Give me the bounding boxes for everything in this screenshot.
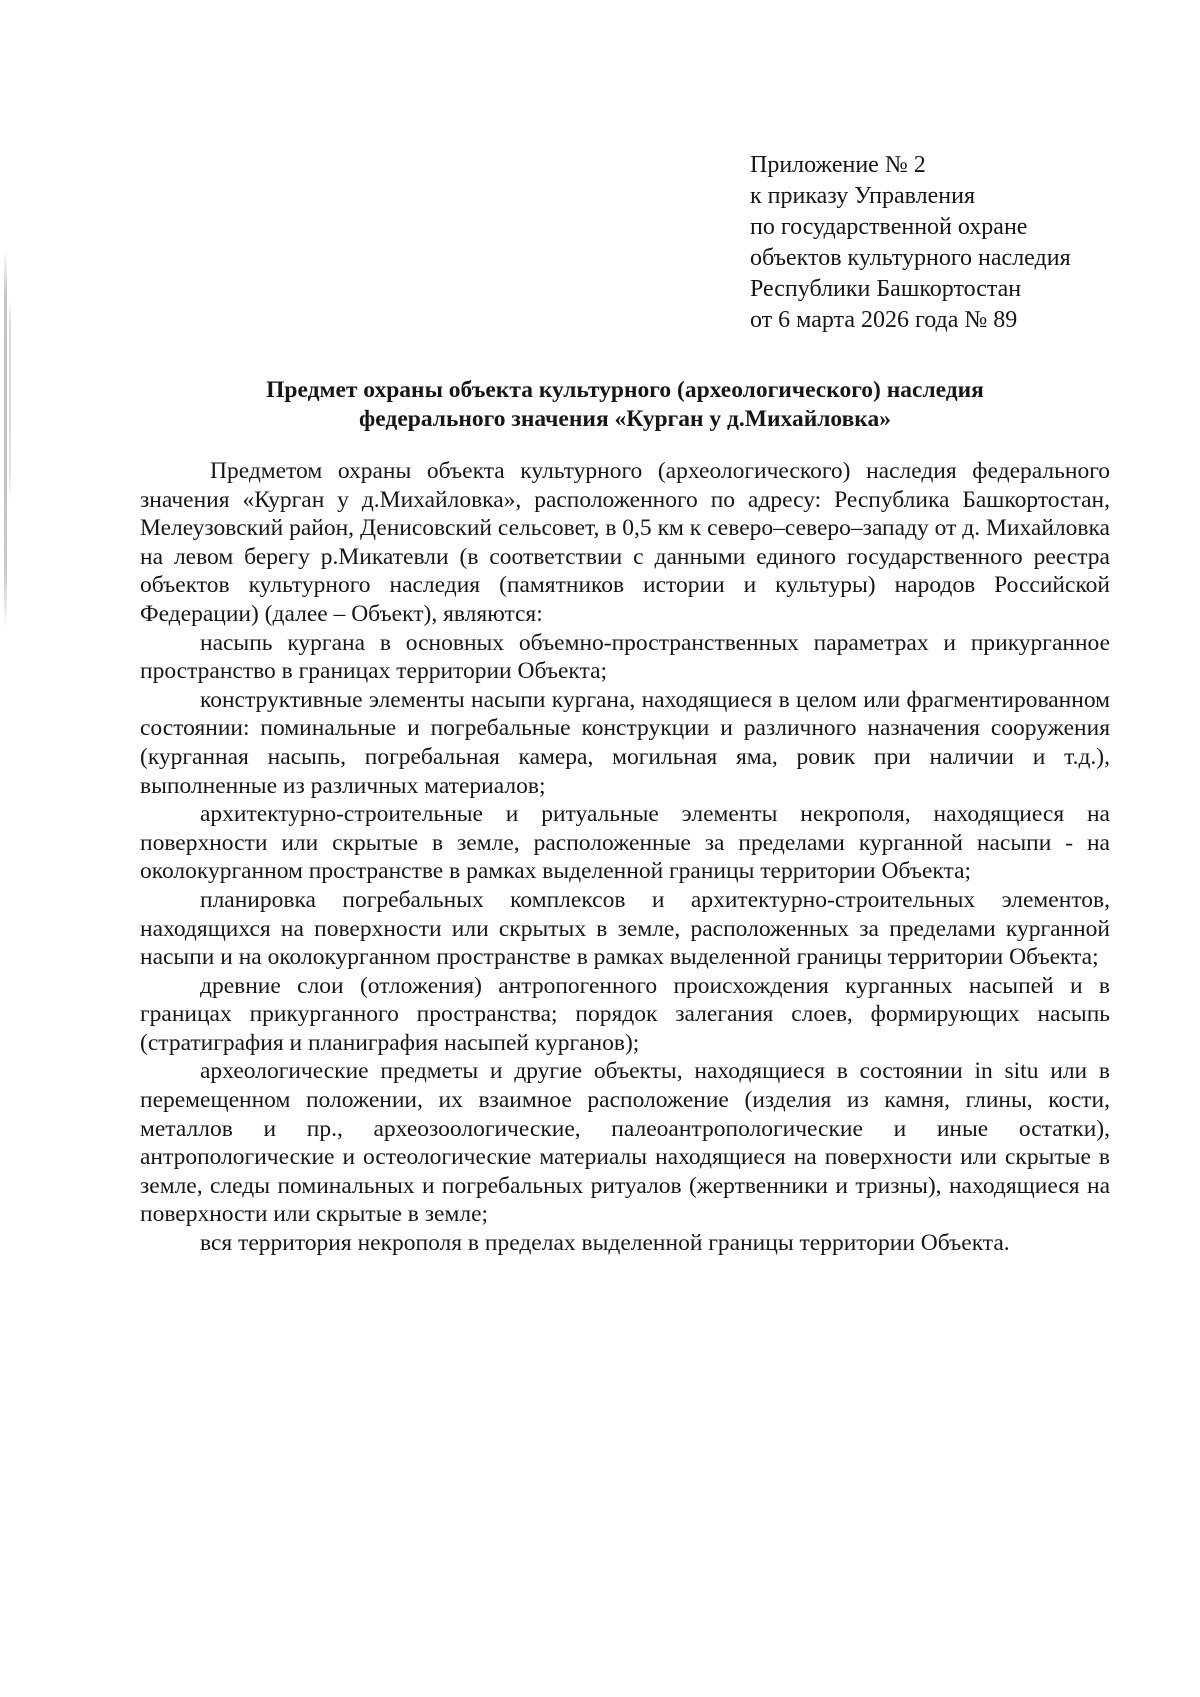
list-paragraph: археологические предметы и другие объекты, находящиеся в состоянии in situ или в перемещенном положении, их взаимное расположение (изделия из камня, глины, кости, металлов и пр., археозоологические, палеоантропологические и иные остатки), антропологические и остеологические материалы находящиеся на поверхности или скрытые в земле, следы поминальных и погребальных ритуалов (жертвенники и тризны), находящиеся на поверхности или скрытые в земле; (140, 1058, 1110, 1228)
list-paragraph: насыпь кургана в основных объемно-пространственных параметрах и прикурганное пространство в границах территории Объекта; (140, 629, 1110, 685)
appendix-line: объектов культурного наследия (750, 245, 1071, 271)
appendix-line: от 6 марта 2026 года № 89 (750, 307, 1018, 333)
scan-edge-mark (4, 250, 7, 630)
title-line: Предмет охраны объекта культурного (археологического) наследия (266, 377, 984, 403)
list-paragraph: конструктивные элементы насыпи кургана, находящиеся в целом или фрагментированном состоянии: поминальные и погребальные конструкции и различного назначения сооружения (курганная насыпь, погребальная камера, могильная яма, ровик при наличии и т.д.), выполненные из различных материалов; (140, 686, 1110, 799)
appendix-line: Приложение № 2 (750, 152, 926, 178)
list-paragraph: вся территория некрополя в пределах выделенной границы территории Объекта. (200, 1230, 1010, 1257)
title-line: федерального значения «Курган у д.Михайловка» (359, 406, 891, 432)
list-paragraph: архитектурно-строительные и ритуальные элементы некрополя, находящиеся на поверхности или скрытые в земле, расположенные за пределами курганной насыпи - на околокурганном пространстве в рамках выделенной границы территории Объекта; (140, 801, 1110, 885)
document-title (140, 376, 1110, 434)
intro-paragraph: Предметом охраны объекта культурного (археологического) наследия федерального значения «Курган у д.Михайловка», расположенного по адресу: Республика Башкортостан, Мелеузовский район, Денисовский сельсовет, в 0,5 км к северо–северо–западу от д. Михайловка на левом берегу р.Микатевли (в соответствии с данными единого государственного реестра объектов культурного наследия (памятников истории и культуры) народов Российской Федерации) (далее – Объект), являются: (140, 458, 1110, 627)
document-body (140, 457, 1110, 1258)
appendix-line: Республики Башкортостан (750, 276, 1022, 302)
scan-edge-mark (9, 300, 11, 500)
list-paragraph: планировка погребальных комплексов и архитектурно-строительных элементов, находящихся на поверхности или скрытых в земле, расположенных за пределами курганной насыпи и на околокурганном пространстве в рамках выделенной границы территории Объекта; (140, 886, 1110, 971)
appendix-line: к приказу Управления (750, 183, 976, 209)
list-paragraph: древние слои (отложения) антропогенного происхождения курганных насыпей и в границах прикурганного пространства; порядок залегания слоев, формирующих насыпь (стратиграфия и планиграфия насыпей курганов); (140, 972, 1110, 1056)
appendix-block (750, 150, 1110, 336)
document-page (140, 150, 1110, 1258)
appendix-line: по государственной охране (750, 214, 1028, 240)
